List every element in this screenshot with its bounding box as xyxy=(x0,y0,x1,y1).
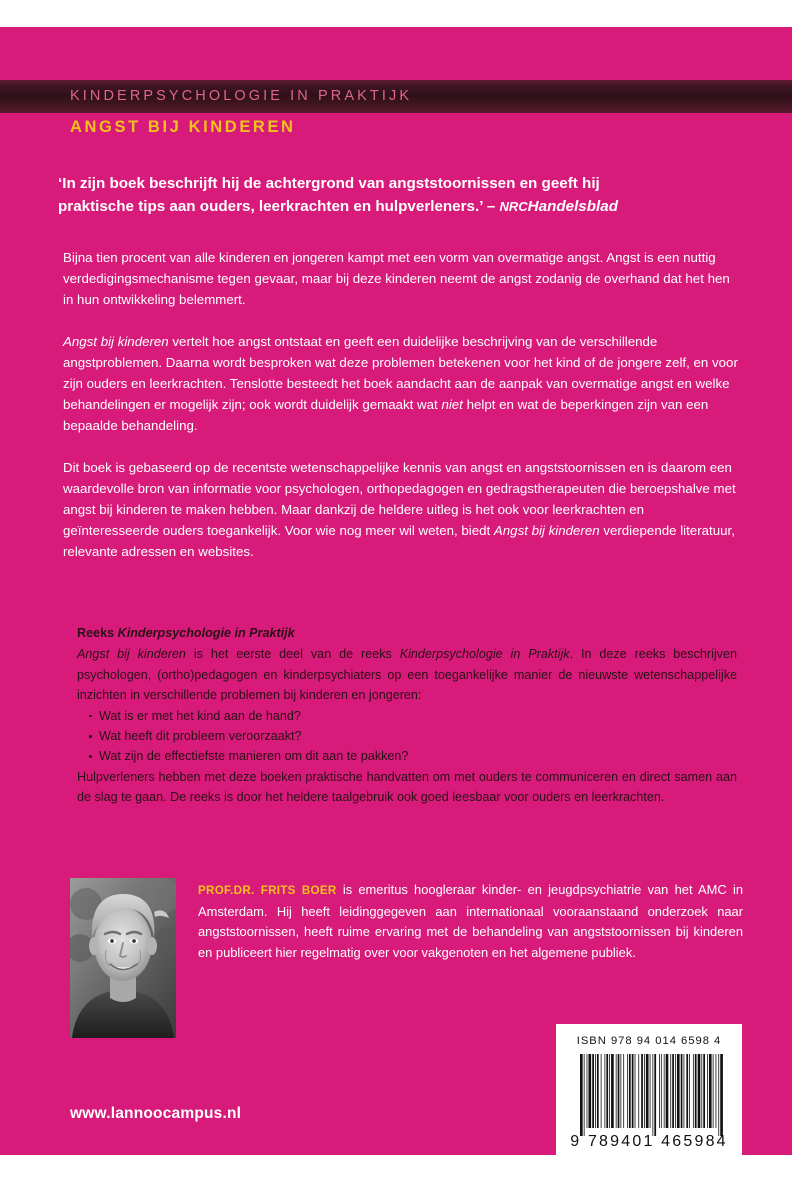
list-item: Wat zijn de effectiefste manieren om dit aan te pakken? xyxy=(89,746,737,766)
book-back-cover xyxy=(0,27,792,1155)
isbn-barcode xyxy=(556,1024,742,1155)
portrait-image xyxy=(70,878,176,1038)
book-title-italic-2: Angst bij kinderen xyxy=(493,523,600,539)
series-heading xyxy=(77,623,737,643)
series-band-label: KINDERPSYCHOLOGIE IN PRAKTIJK xyxy=(70,88,413,104)
series-intro-book-title: Angst bij kinderen xyxy=(77,647,186,662)
press-quote xyxy=(58,173,748,218)
series-description-block xyxy=(77,623,737,808)
series-intro-series-title: Kinderpsychologie in Praktijk xyxy=(399,647,570,662)
series-heading-title: Kinderpsychologie in Praktijk xyxy=(117,626,295,640)
quote-line-2: praktische tips aan ouders, leerkrachten en hulpverleners.’ xyxy=(58,197,483,215)
list-item: Wat is er met het kind aan de hand? xyxy=(89,706,737,726)
barcode-human-readable-digits: 9 789401 465984 xyxy=(570,1133,728,1150)
blurb-paragraph-2-b: helpt en wat de beperkingen zijn van een bepaalde behandeling. xyxy=(63,397,709,434)
series-intro-b: . In deze reeks beschrijven psychologen, (ortho)pedagogen en kinderpsychiaters op een toegankelijke manier de nieuwste wetenschappelijke inzichten in verschillende problemen bij kinderen en jongeren: xyxy=(77,647,737,703)
quote-source-publication-caps: NRC xyxy=(499,198,528,214)
blurb-paragraph-3-b: verdiepende literatuur, relevante adressen en websites. xyxy=(63,523,735,560)
blurb-paragraph-2-a: vertelt hoe angst ontstaat en geeft een duidelijke beschrijving van de verschillende angstproblemen. Daarna wordt besproken wat deze problemen betekenen voor het kind of de jongere zelf, en voor zijn ouders en leerkrachten. Tenslotte besteedt het boek aandacht aan de aanpak van overmatige angst en welke behandelingen er mogelijk zijn; ook wordt duidelijk gemaakt wat xyxy=(63,333,738,413)
quote-dash: – xyxy=(486,197,496,215)
page-title: ANGST BIJ KINDEREN xyxy=(70,118,296,136)
quote-source-publication: Handelsblad xyxy=(527,197,618,215)
publisher-website-url[interactable]: www.lannoocampus.nl xyxy=(70,1105,242,1122)
back-cover-blurb xyxy=(63,247,743,583)
blurb-paragraph-3-a: Dit boek is gebaseerd op de recentste wetenschappelijke kennis van angst en angststoornissen en is daarom een waardevolle bron van informatie voor psychologen, orthopedagogen en gedragstherapeuten die beroepshalve met angst bij kinderen te maken hebben. Maar dankzij de heldere uitleg is het ook voor leerkrachten en geïnteresseerde ouders toegankelijk. Voor wie nog meer wil weten, biedt xyxy=(63,459,736,539)
series-question-list xyxy=(77,706,737,767)
blurb-paragraph-3 xyxy=(63,457,743,563)
series-band xyxy=(0,80,792,113)
series-heading-label: Reeks xyxy=(77,626,118,640)
author-bio-text: is emeritus hoogleraar kinder- en jeugdpsychiatrie van het AMC in Amsterdam. Hij heeft leidinggegeven aan internationaal vooraanstaand onderzoek naar angststoornissen, heeft ruime ervaring met de behandeling van angststoornissen bij kinderen en publiceert hier regelmatig over voor vakgenoten en het algemene publiek. xyxy=(198,882,743,960)
list-item: Wat heeft dit probleem veroorzaakt? xyxy=(89,726,737,746)
author-portrait-photo xyxy=(70,878,176,1038)
book-title-italic-1: Angst bij kinderen xyxy=(63,333,169,349)
barcode-bars xyxy=(580,1054,724,1136)
series-intro xyxy=(77,644,737,705)
isbn-number-label: ISBN 978 94 014 6598 4 xyxy=(576,1035,722,1047)
series-outro: Hulpverleners hebben met deze boeken praktische handvatten om met ouders te communiceren en direct samen aan de slag te gaan. De reeks is door het heldere taalgebruik ook goed leesbaar voor ouders en leerkrachten. xyxy=(77,769,737,805)
series-intro-a: is het eerste deel van de reeks xyxy=(185,647,400,662)
blurb-paragraph-2 xyxy=(63,331,743,437)
author-name: PROF.DR. FRITS BOER xyxy=(198,884,337,897)
emphasis-niet: niet xyxy=(441,397,463,413)
quote-line-1: ‘In zijn boek beschrijft hij de achtergrond van angststoornissen en geeft hij xyxy=(58,175,600,192)
author-bio xyxy=(198,880,743,963)
blurb-paragraph-1: Bijna tien procent van alle kinderen en jongeren kampt met een vorm van overmatige angst. Angst is een nuttig verdedigingsmechanisme tegen gevaar, maar bij deze kinderen neemt de angst zodanig de overhand dat het hen in hun ontwikkeling belemmert. xyxy=(63,250,730,308)
